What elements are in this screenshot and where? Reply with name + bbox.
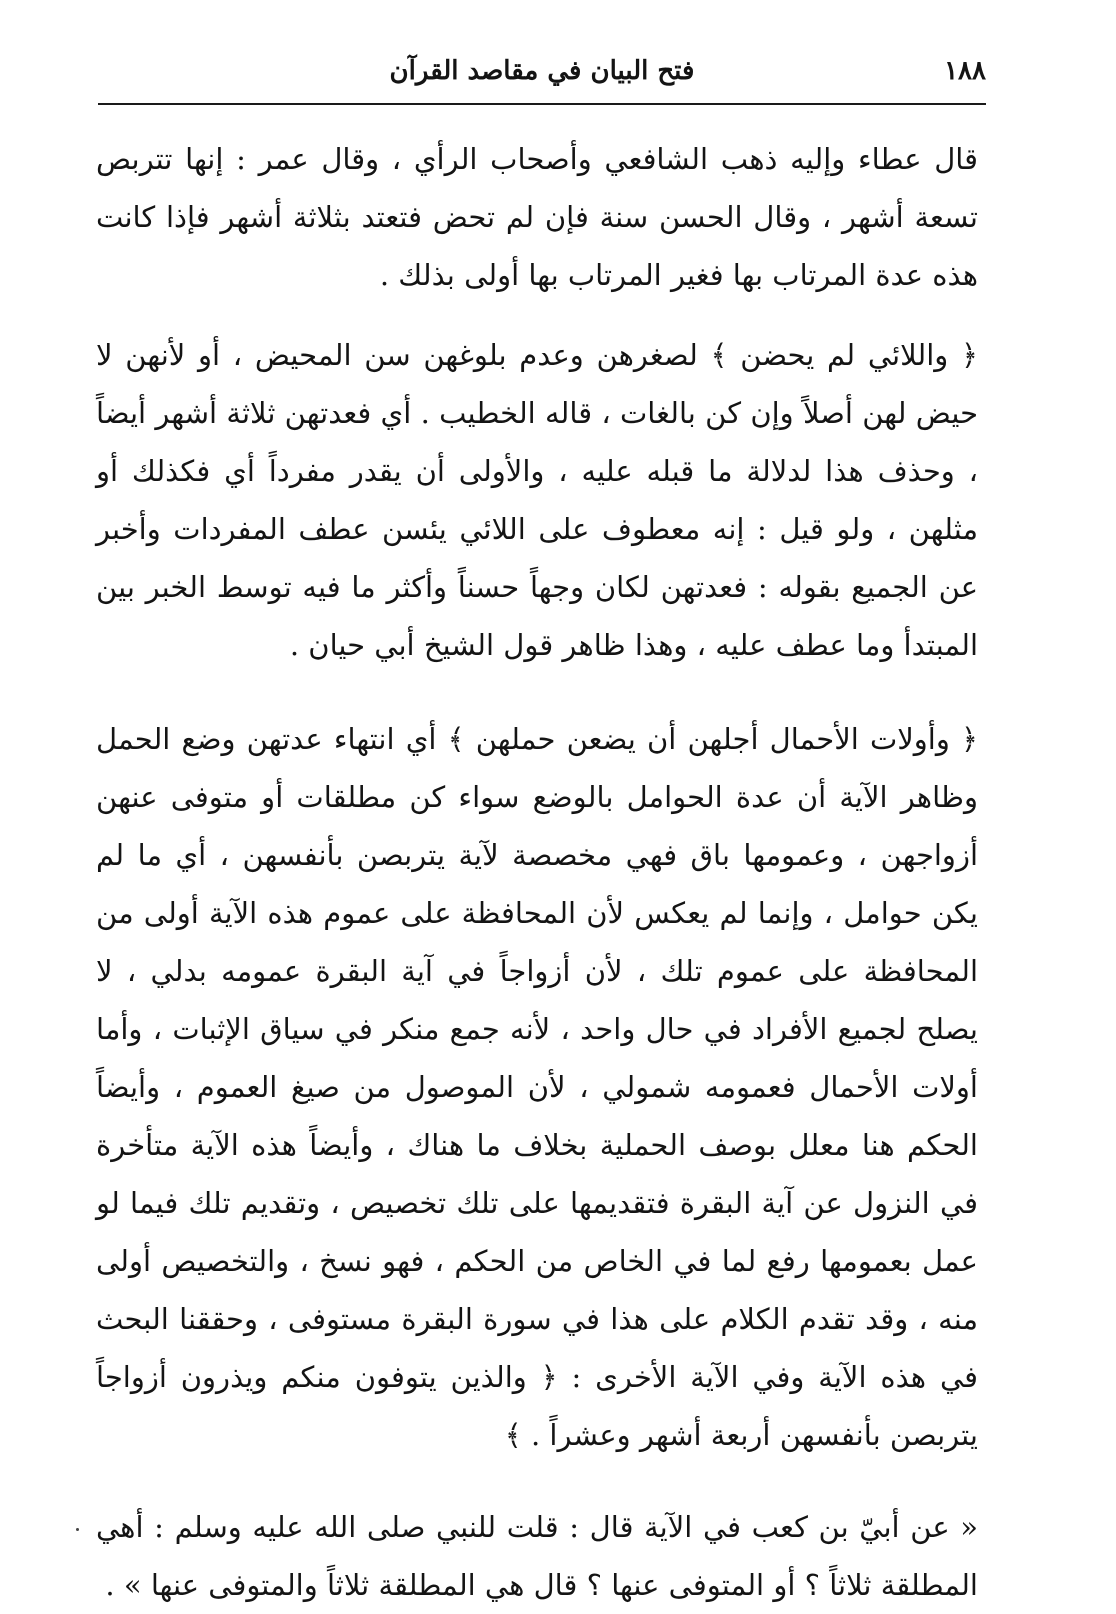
paragraph-3: ﴿ وأولات الأحمال أجلهن أن يضعن حملهن ﴾ أي انتهاء عدتهن وضع الحمل وظاهر الآية أن عدة الحوامل بالوضع سواء كن مطلقات أو متوفى عنهن أزواجهن ، وعمومها باق فهي مخصصة لآية يتربصن بأنفسهن ، أي ما لم يكن حوامل ، وإنما لم يعكس لأن المحافظة على عموم هذه الآية أولى من المحافظة على عموم تلك ، لأن أزواجاً في آية البقرة عمومه بدلي ، لا يصلح لجميع الأفراد في حال واحد ، لأنه جمع منكر في سياق الإثبات ، وأما أولات الأحمال فعمومه شمولي ، لأن الموصول من صيغ العموم ، وأيضاً الحكم هنا معلل بوصف الحملية بخلاف ما هناك ، وأيضاً هذه الآية متأخرة في النزول عن آية البقرة فتقديمها على تلك تخصيص ، وتقديم تلك فيما لو عمل بعمومها رفع لما في الخاص من الحكم ، فهو نسخ ، والتخصيص أولى منه ، وقد تقدم الكلام على هذا في سورة البقرة مستوفى ، وحققنا البحث في هذه الآية وفي الآية الأخرى : ﴿ والذين يتوفون منكم ويذرون أزواجاً يتربصن بأنفسهن أربعة أشهر وعشراً . ﴾ xyxy=(96,722,979,1452)
running-title: فتح البيان في مقاصد القرآن xyxy=(389,56,695,86)
paragraph-2: ﴿ واللائي لم يحضن ﴾ لصغرهن وعدم بلوغهن سن المحيض ، أو لأنهن لا حيض لهن أصلاً وإن كن بالغات ، قاله الخطيب . أي فعدتهن ثلاثة أشهر أيضاً ، وحذف هذا لدلالة ما قبله عليه ، والأولى أن يقدر مفرداً أي فكذلك أو مثلهن ، ولو قيل : إنه معطوف على اللائي يئسن عطف المفردات وأخبر عن الجميع بقوله : فعدتهن لكان وجهاً حسناً وأكثر ما فيه توسط الخبر بين المبتدأ وما عطف عليه ، وهذا ظاهر قول الشيخ أبي حيان . xyxy=(96,338,978,662)
paragraph-4-hadith: « عن أبيّ بن كعب في الآية قال : قلت للنبي صلى الله عليه وسلم : أهي المطلقة ثلاثاً ؟ أو المتوفى عنها ؟ قال هي المطلقة ثلاثاً والمتوفى عنها » . xyxy=(96,1510,978,1602)
page-body xyxy=(96,130,978,1614)
scan-speck xyxy=(76,1528,79,1531)
header-divider xyxy=(98,103,986,105)
paragraph-1: قال عطاء وإليه ذهب الشافعي وأصحاب الرأي ، وقال عمر : إنها تتربص تسعة أشهر ، وقال الحسن سنة فإن لم تحض فتعتد بثلاثة أشهر فإذا كانت هذه عدة المرتاب بها فغير المرتاب بها أولى بذلك . xyxy=(96,142,978,292)
page-header xyxy=(98,52,986,98)
page-number: ١٨٨ xyxy=(944,56,986,86)
